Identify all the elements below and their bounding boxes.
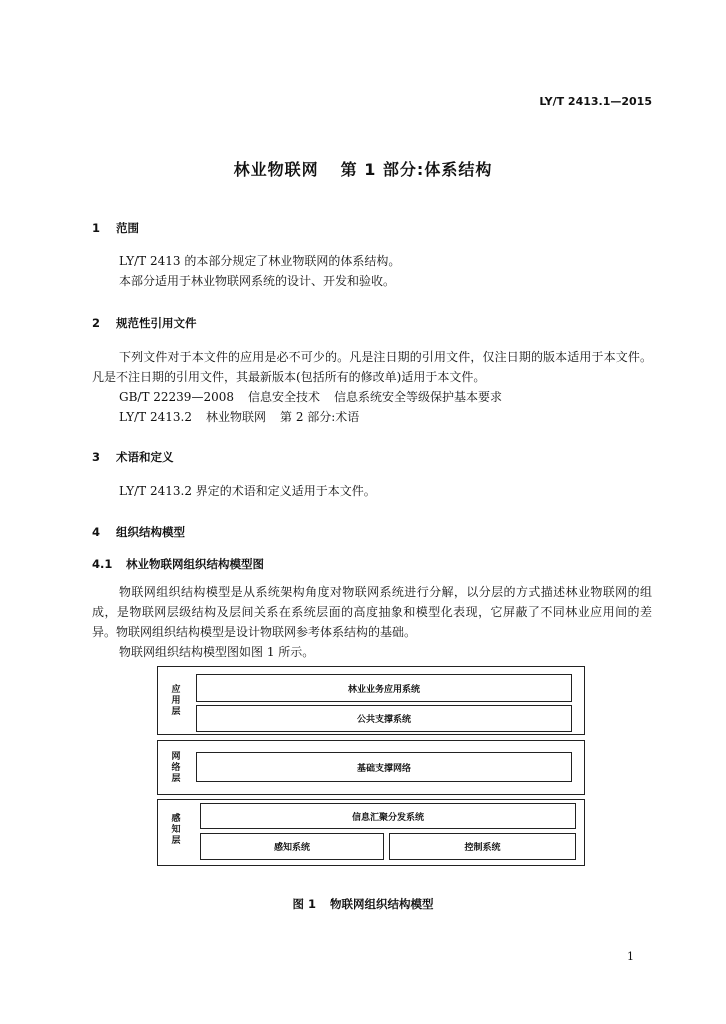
subsection-title: 林业物联网组织结构模型图 <box>126 557 264 571</box>
standard-number: LY/T 2413.1—2015 <box>539 95 652 108</box>
public-support-system-box: 公共支撑系统 <box>196 705 572 732</box>
reference-title-b: 第 2 部分:术语 <box>280 410 360 424</box>
section-title: 规范性引用文件 <box>116 316 197 330</box>
reference-title-a: 信息安全技术 <box>247 390 320 404</box>
network-layer <box>157 740 585 795</box>
control-system-box: 控制系统 <box>389 833 576 860</box>
section-1-paragraph-2: 本部分适用于林业物联网系统的设计、开发和验收。 <box>119 274 396 288</box>
section-2-paragraph-1: 下列文件对于本文件的应用是必不可少的。凡是注日期的引用文件，仅注日期的版本适用于本文件。凡是不注日期的引用文件，其最新版本(包括所有的修改单)适用于本文件。 <box>92 350 652 384</box>
section-3-paragraph-1: LY/T 2413.2 界定的术语和定义适用于本文件。 <box>119 484 376 498</box>
section-1-heading <box>92 220 139 236</box>
reference-code: GB/T 22239—2008 <box>119 390 234 404</box>
section-4-paragraph-1: 物联网组织结构模型是从系统架构角度对物联网系统进行分解，以分层的方式描述林业物联网的组成，是物联网层级结构及层间关系在系统层面的高度抽象和模型化表现，它屏蔽了不同林业应用间的差异。物联网组织结构模型是设计物联网参考体系结构的基础。 <box>92 585 652 639</box>
section-number: 2 <box>92 316 101 330</box>
forestry-business-app-system-box: 林业业务应用系统 <box>196 674 572 702</box>
section-2-heading <box>92 315 197 331</box>
reference-code: LY/T 2413.2 <box>119 410 192 424</box>
section-number: 3 <box>92 450 101 464</box>
reference-2 <box>119 407 652 427</box>
reference-1 <box>119 387 652 407</box>
section-number: 1 <box>92 221 101 235</box>
subsection-number: 4.1 <box>92 557 113 571</box>
section-1-paragraph-1: LY/T 2413 的本部分规定了林业物联网的体系结构。 <box>119 254 401 268</box>
section-title: 范围 <box>116 221 139 235</box>
perception-system-box: 感知系统 <box>200 833 384 860</box>
section-title: 术语和定义 <box>116 450 174 464</box>
section-title: 组织结构模型 <box>116 525 185 539</box>
application-layer-label: 应 用 层 <box>171 685 181 717</box>
network-layer-label: 网 络 层 <box>171 752 181 784</box>
title-main: 林业物联网 <box>233 160 319 179</box>
section-4-1-heading <box>92 556 264 572</box>
section-4-paragraph-2: 物联网组织结构模型图如图 1 所示。 <box>119 645 315 659</box>
reference-title-b: 信息系统安全等级保护基本要求 <box>334 390 503 404</box>
section-4-heading <box>92 524 185 540</box>
info-aggregation-distribution-box: 信息汇聚分发系统 <box>200 803 576 829</box>
reference-title-a: 林业物联网 <box>205 410 266 424</box>
application-layer <box>157 666 585 735</box>
org-structure-diagram <box>157 666 587 866</box>
perception-layer <box>157 799 585 866</box>
basic-support-network-box: 基础支撑网络 <box>196 752 572 782</box>
title-part: 第 1 部分:体系结构 <box>340 160 493 179</box>
figure-number: 图 1 <box>292 897 316 911</box>
section-number: 4 <box>92 525 101 539</box>
document-title <box>0 157 726 180</box>
page-number: 1 <box>627 950 634 963</box>
figure-title: 物联网组织结构模型 <box>330 897 434 911</box>
figure-caption <box>0 896 726 912</box>
section-3-heading <box>92 449 174 465</box>
perception-layer-label: 感 知 层 <box>171 814 181 846</box>
